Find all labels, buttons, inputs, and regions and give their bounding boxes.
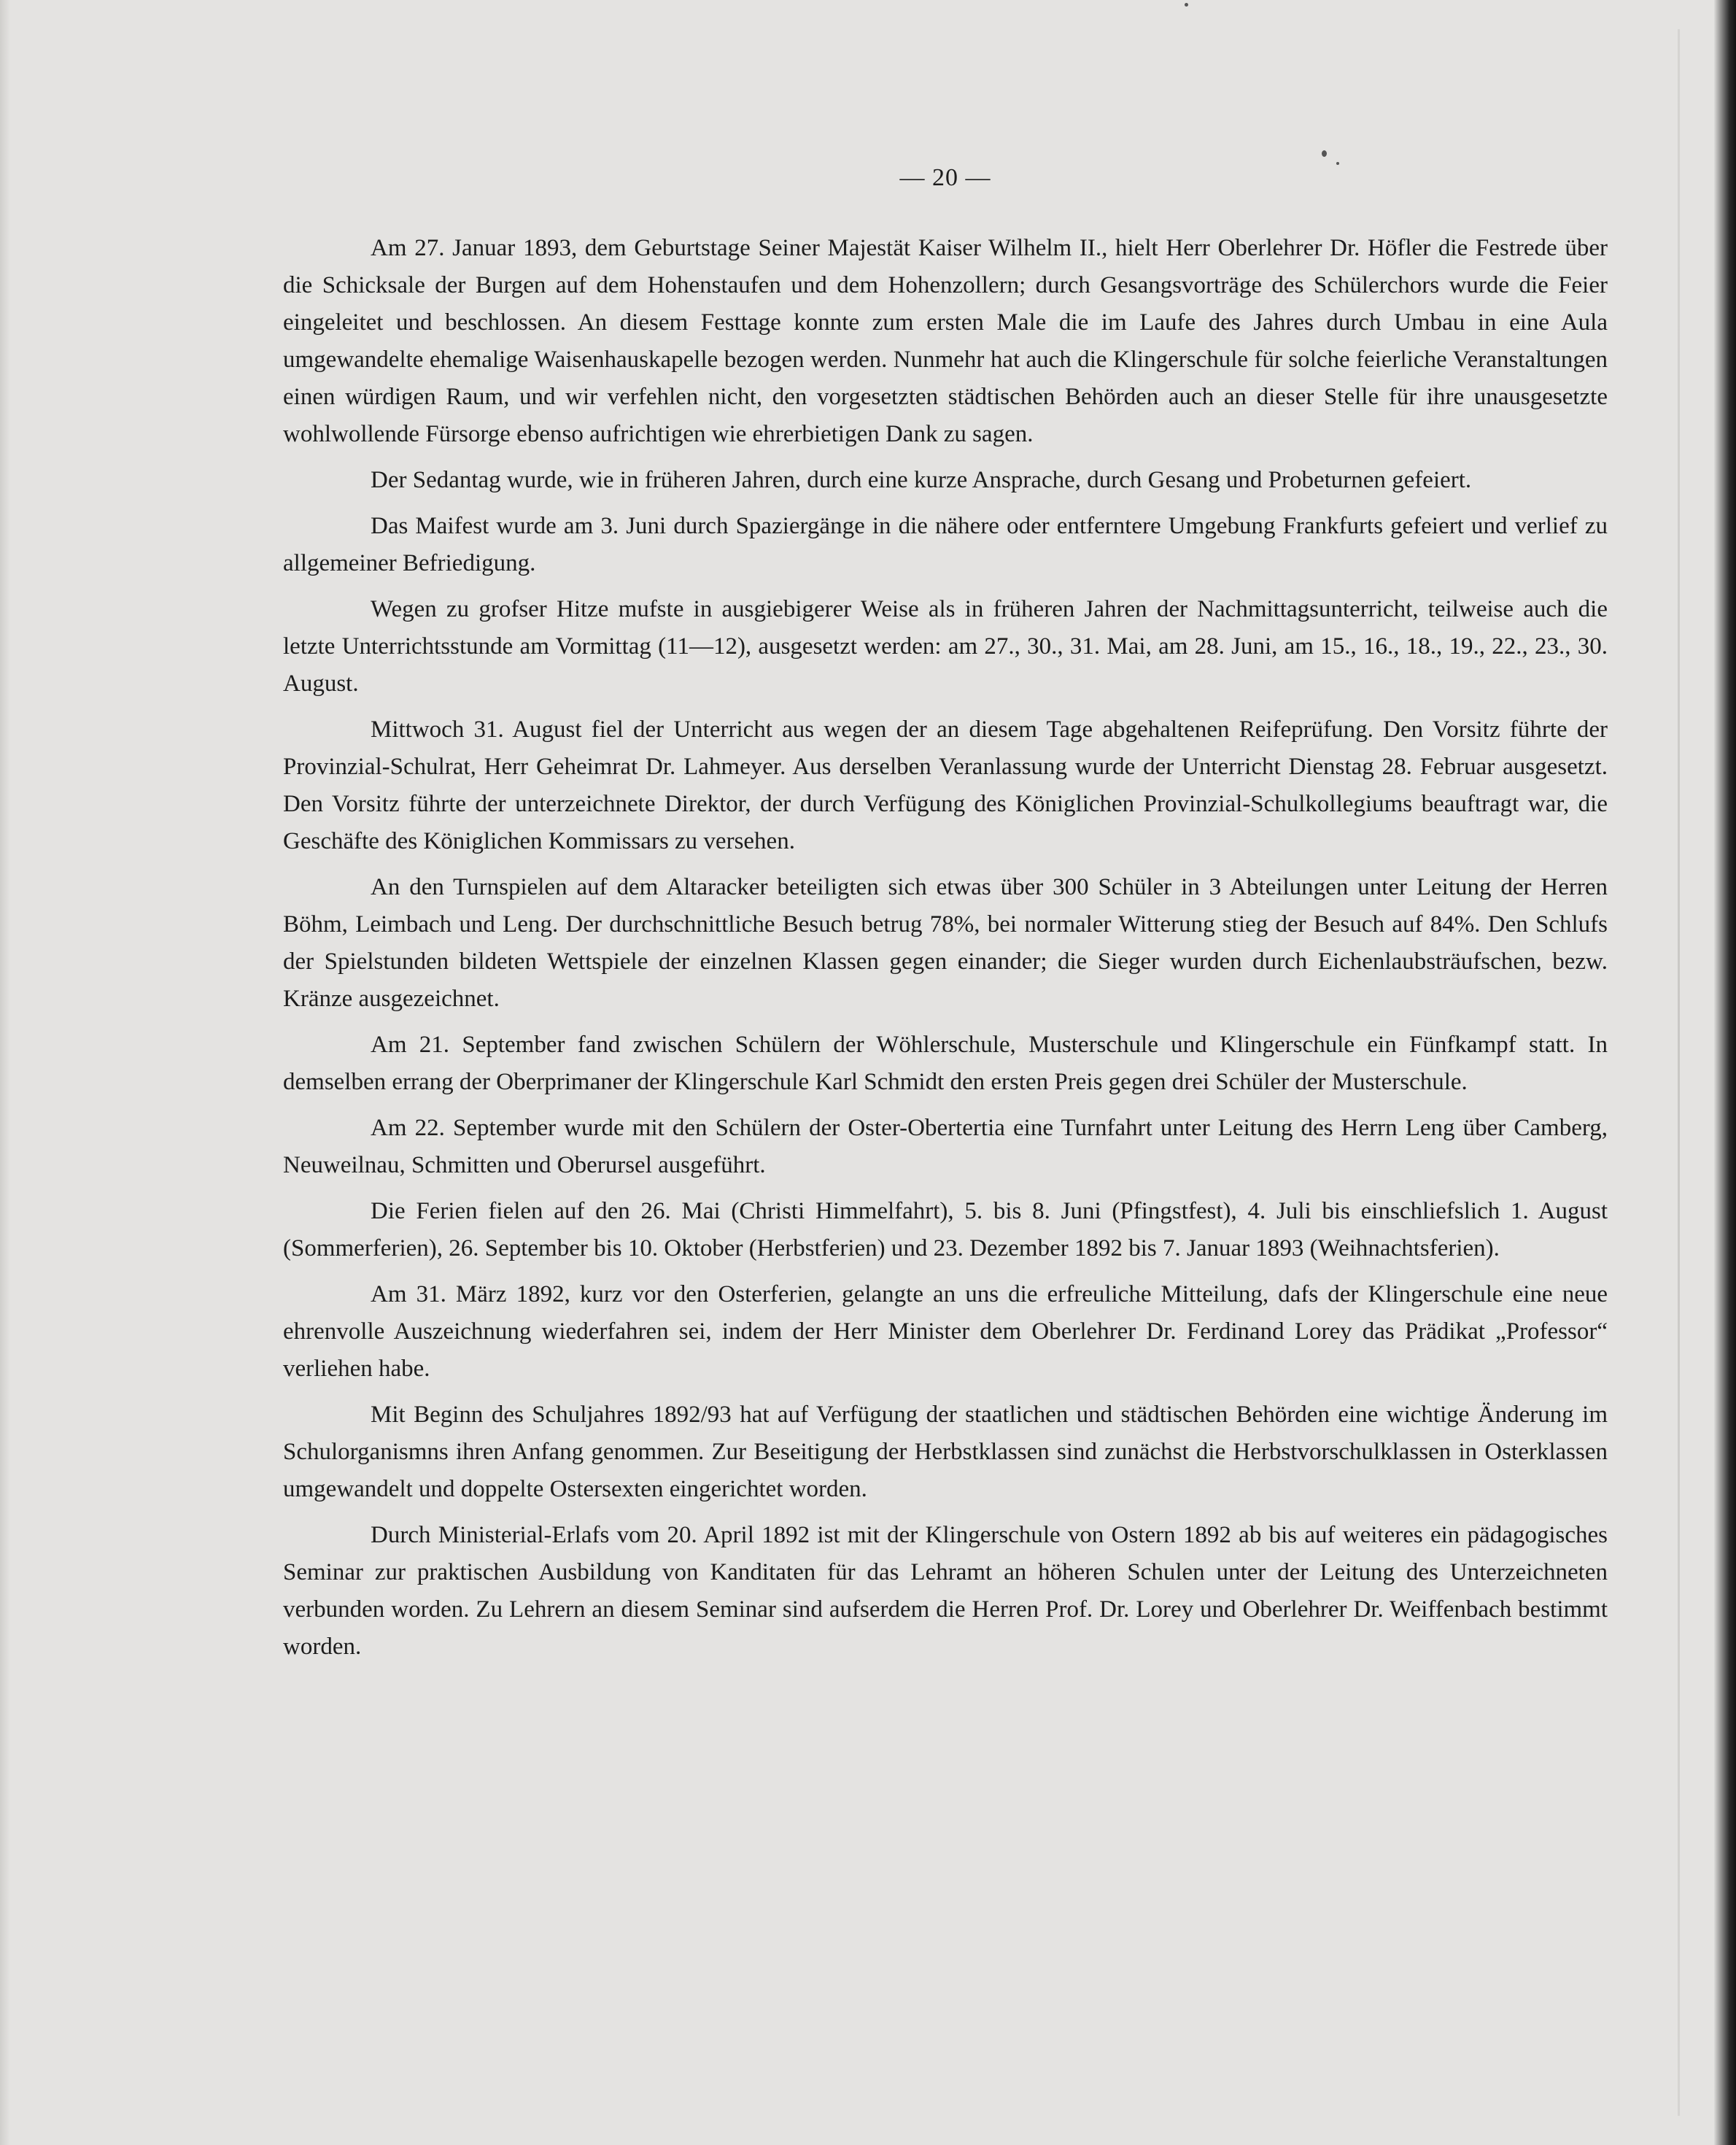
paragraph-turnspiele: An den Turnspielen auf dem Altaracker beteiligten sich etwas über 300 Schüler in 3 Abteilungen unter Leitung der Herren Böhm, Leimbach und Leng. Der durchschnittliche Besuch betrug 78%, bei normaler Witterung stieg der Besuch auf 84%. Den Schlufs der Spielstunden bildeten Wettspiele der einzelnen Klassen gegen einander; die Sieger wurden durch Eichenlaubsträufschen, bezw. Kränze ausgezeichnet. — [283, 874, 1608, 1012]
paragraph-seminar: Durch Ministerial-Erlafs vom 20. April 1892 ist mit der Klingerschule von Ostern 1892 ab bis auf weiteres ein pädagogisches Seminar zur praktischen Ausbildung von Kanditaten für das Lehramt an höheren Schulen unter der Leitung des Unterzeichneten verbunden worden. Zu Lehrern an diesem Seminar sind aufserdem die Herren Prof. Dr. Lorey und Oberlehrer Dr. Weiffenbach bestimmt worden. — [283, 1522, 1608, 1660]
paragraph-kaisers-birthday: Am 27. Januar 1893, dem Geburtstage Seiner Majestät Kaiser Wilhelm II., hielt Herr Oberlehrer Dr. Höfler die Festrede über die Schicksale der Burgen auf dem Hohenstaufen und dem Hohenzollern; durch Gesangsvorträge des Schülerchors wurde die Feier eingeleitet und beschlossen. An diesem Festtage konnte zum ersten Male die im Laufe des Jahres durch Umbau in eine Aula umgewandelte ehemalige Waisenhauskapelle bezogen werden. Nunmehr hat auch die Klingerschule für solche feierliche Veranstaltungen einen würdigen Raum, und wir verfehlen nicht, den vorgesetzten städtischen Behörden auch an dieser Stelle für ihre unausgesetzte wohlwollende Fürsorge ebenso aufrichtigen wie ehrerbietigen Dank zu sagen. — [283, 235, 1608, 447]
paper-fold-line — [1678, 29, 1680, 2116]
paragraph-reifepruefung: Mittwoch 31. August fiel der Unterricht aus wegen der an diesem Tage abgehaltenen Reifeprüfung. Den Vorsitz führte der Provinzial-Schulrat, Herr Geheimrat Dr. Lahmeyer. Aus derselben Veranlassung wurde der Unterricht Dienstag 28. Februar ausgesetzt. Den Vorsitz führte der unterzeichnete Direktor, der durch Verfügung des Königlichen Provinzial-Schulkollegiums beauftragt war, die Geschäfte des Königlichen Kommissars zu versehen. — [283, 716, 1608, 854]
paragraph-professor-title: Am 31. März 1892, kurz vor den Osterferien, gelangte an uns die erfreuliche Mitteilung, dafs der Klingerschule eine neue ehrenvolle Auszeichnung wiederfahren sei, indem der Herr Minister dem Oberlehrer Dr. Ferdinand Lorey das Prädikat „Professor“ verliehen habe. — [283, 1281, 1608, 1382]
document-page — [283, 159, 1608, 1674]
paragraph-ferien: Die Ferien fielen auf den 26. Mai (Christi Himmelfahrt), 5. bis 8. Juni (Pfingstfest), 4. Juli bis einschliefslich 1. August (Sommerferien), 26. September bis 10. Oktober (Herbstferien) und 23. Dezember 1892 bis 7. Januar 1893 (Weihnachtsferien). — [283, 1198, 1608, 1261]
scan-speck — [1322, 150, 1327, 157]
paragraph-turnfahrt: Am 22. September wurde mit den Schülern der Oster-Obertertia eine Turnfahrt unter Leitung des Herrn Leng über Camberg, Neuweilnau, Schmitten und Oberursel ausgeführt. — [283, 1115, 1608, 1178]
paragraph-sedantag: Der Sedantag wurde, wie in früheren Jahren, durch eine kurze Ansprache, durch Gesang und Probeturnen gefeiert. — [371, 467, 1472, 493]
paragraph-schulorganismus: Mit Beginn des Schuljahres 1892/93 hat auf Verfügung der staatlichen und städtischen Behörden eine wichtige Änderung im Schulorganismns ihren Anfang genommen. Zur Beseitigung der Herbstklassen sind zunächst die Herbstvorschulklassen in Osterklassen umgewandelt und doppelte Ostersexten eingerichtet worden. — [283, 1402, 1608, 1502]
scan-speck — [1185, 3, 1188, 7]
paragraph-maifest: Das Maifest wurde am 3. Juni durch Spaziergänge in die nähere oder entferntere Umgebung Frankfurts gefeiert und verlief zu allgemeiner Befriedigung. — [283, 513, 1608, 576]
paragraph-fuenfkampf: Am 21. September fand zwischen Schülern der Wöhlerschule, Musterschule und Klingerschule ein Fünfkampf statt. In demselben errang der Oberprimaner der Klingerschule Karl Schmidt den ersten Preis gegen drei Schüler der Musterschule. — [283, 1032, 1608, 1095]
page-number: — 20 — — [899, 164, 991, 191]
scan-edge-left — [0, 0, 10, 2145]
scan-edge-right — [1714, 0, 1736, 2145]
paragraph-heat-cancellations: Wegen zu grofser Hitze mufste in ausgiebigerer Weise als in früheren Jahren der Nachmittagsunterricht, teilweise auch die letzte Unterrichtsstunde am Vormittag (11—12), ausgesetzt werden: am 27., 30., 31. Mai, am 28. Juni, am 15., 16., 18., 19., 22., 23., 30. August. — [283, 596, 1608, 697]
